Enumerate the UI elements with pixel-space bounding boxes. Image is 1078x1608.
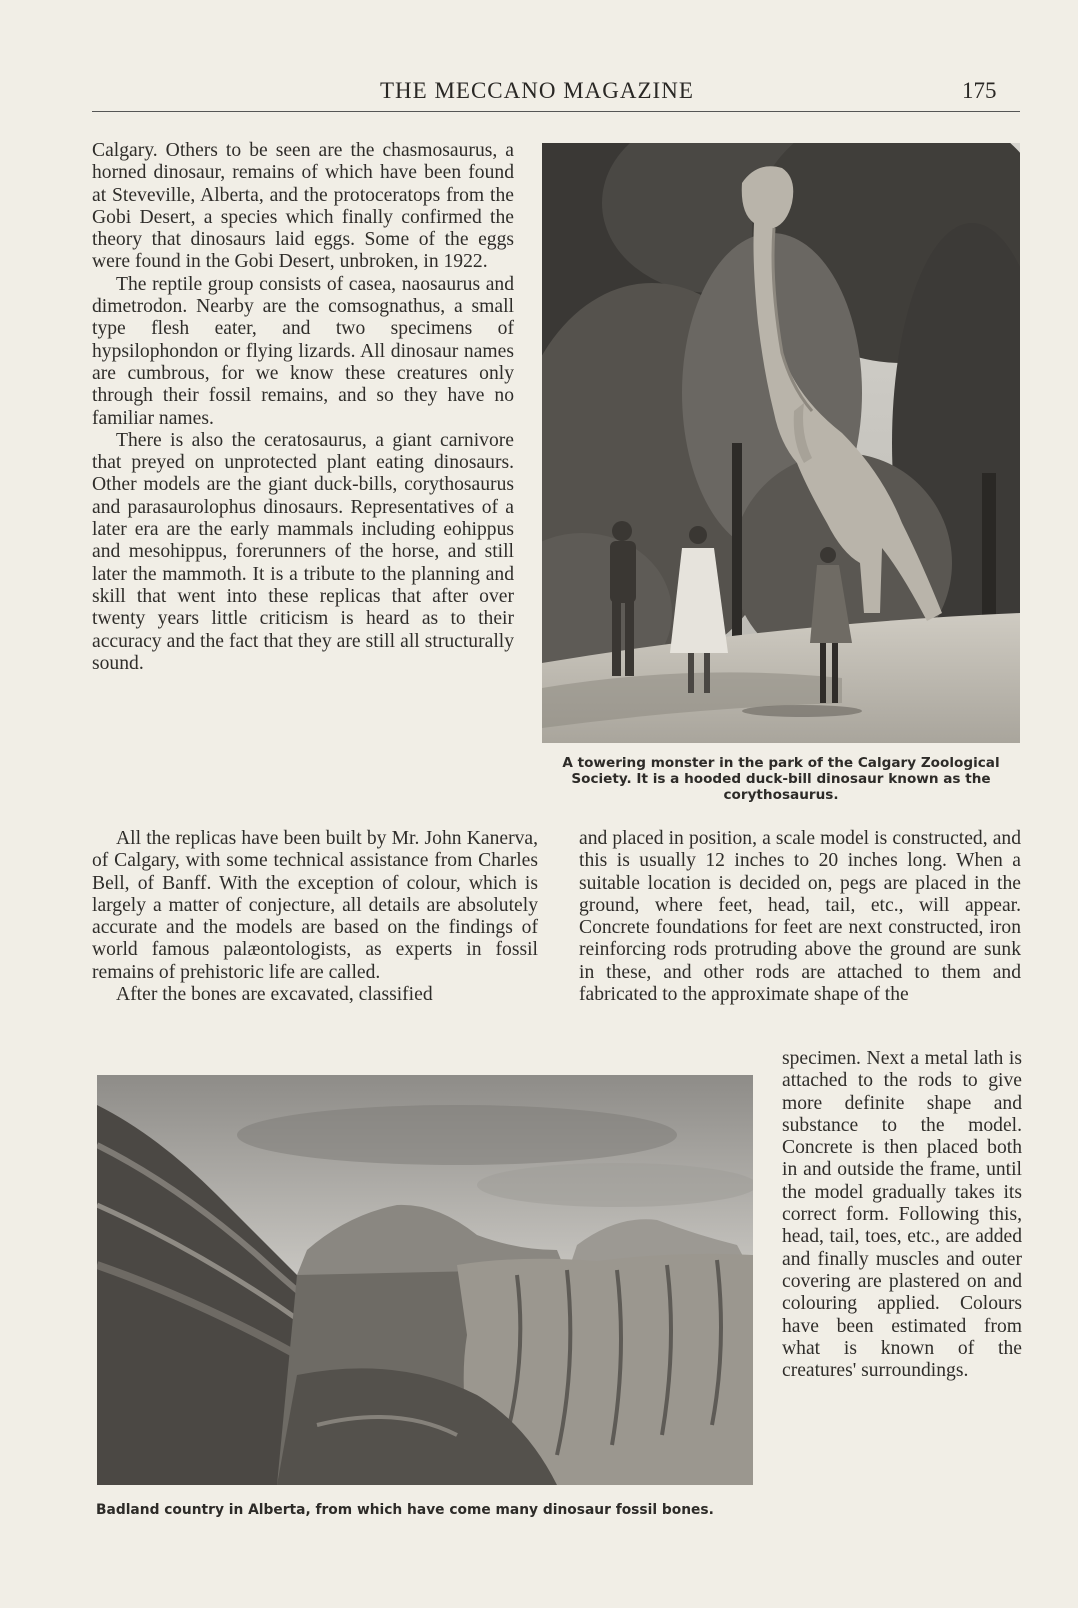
running-header-title: THE MECCANO MAGAZINE <box>380 78 694 103</box>
dinosaur-photo-caption: A towering monster in the park of the Calgary Zoological Society. It is a hooded duck-bill dinosaur known as the corythosaurus. <box>562 755 1000 803</box>
badlands-photo-caption: Badland country in Alberta, from which have come many dinosaur fossil bones. <box>96 1502 714 1518</box>
article-column-right-narrow <box>782 1048 1022 1382</box>
article-column-left-bottom <box>92 828 538 1006</box>
paragraph: and placed in position, a scale model is constructed, and this is usually 12 inches to 20 inches long. When a suitable location is decided on, pegs are placed in the ground, where feet, head, tail, etc., will appear. Concrete foundations for feet are next constructed, iron reinforcing rods protruding above the ground are sunk in these, and other rods are attached to them and fabricated to the approximate shape of the <box>579 828 1021 1006</box>
paragraph: After the bones are excavated, classified <box>116 984 433 1006</box>
paragraph: The reptile group consists of casea, naosaurus and dimetrodon. Nearby are the comsognathus, a small type flesh eater, and two specimens of hypsilophondon or flying lizards. All dinosaur names are cumbrous, for we know these creatures only through their fossil remains, and so they have no familiar names. <box>92 273 514 429</box>
article-column-left-top <box>92 140 514 675</box>
paragraph: There is also the ceratosaurus, a giant carnivore that preyed on unprotected plant eating dinosaurs. Other models are the giant duck-bills, corythosaurus and parasaurolophus dinosaurs. Representatives of a later era are the early mammals including eohippus and mesohippus, forerunners of the horse, and still later the mammoth. It is a tribute to the planning and skill that went into these replicas that after over twenty years little criticism is heard as to their accuracy and the fact that they are still all structurally sound. <box>92 429 514 674</box>
header-rule <box>92 111 1020 112</box>
paragraph: All the replicas have been built by Mr. John Kanerva, of Calgary, with some technical assistance from Charles Bell, of Banff. With the exception of colour, which is largely a matter of conjecture, all details are absolutely accurate and the models are based on the findings of world famous palæontologists, as experts in fossil remains of prehistoric life are called. <box>92 828 538 983</box>
paragraph: Calgary. Others to be seen are the chasmosaurus, a horned dinosaur, remains of which have been found at Steveville, Alberta, and the protoceratops from the Gobi Desert, a species which finally confirmed the theory that dinosaurs laid eggs. Some of the eggs were found in the Gobi Desert, unbroken, in 1922. <box>92 140 514 273</box>
badlands-photo <box>97 1075 753 1485</box>
article-column-right <box>579 828 1021 1006</box>
dinosaur-photo <box>542 143 1020 743</box>
paragraph: specimen. Next a metal lath is attached to the rods to give more definite shape and substance to the model. Concrete is then placed both in and outside the frame, until the model gradually takes its correct form. Following this, head, tail, toes, etc., are added and finally muscles and outer covering are plastered on and colouring applied. Colours have been estimated from what is known of the creatures' surroundings. <box>782 1048 1022 1382</box>
page-number: 175 <box>962 78 997 103</box>
